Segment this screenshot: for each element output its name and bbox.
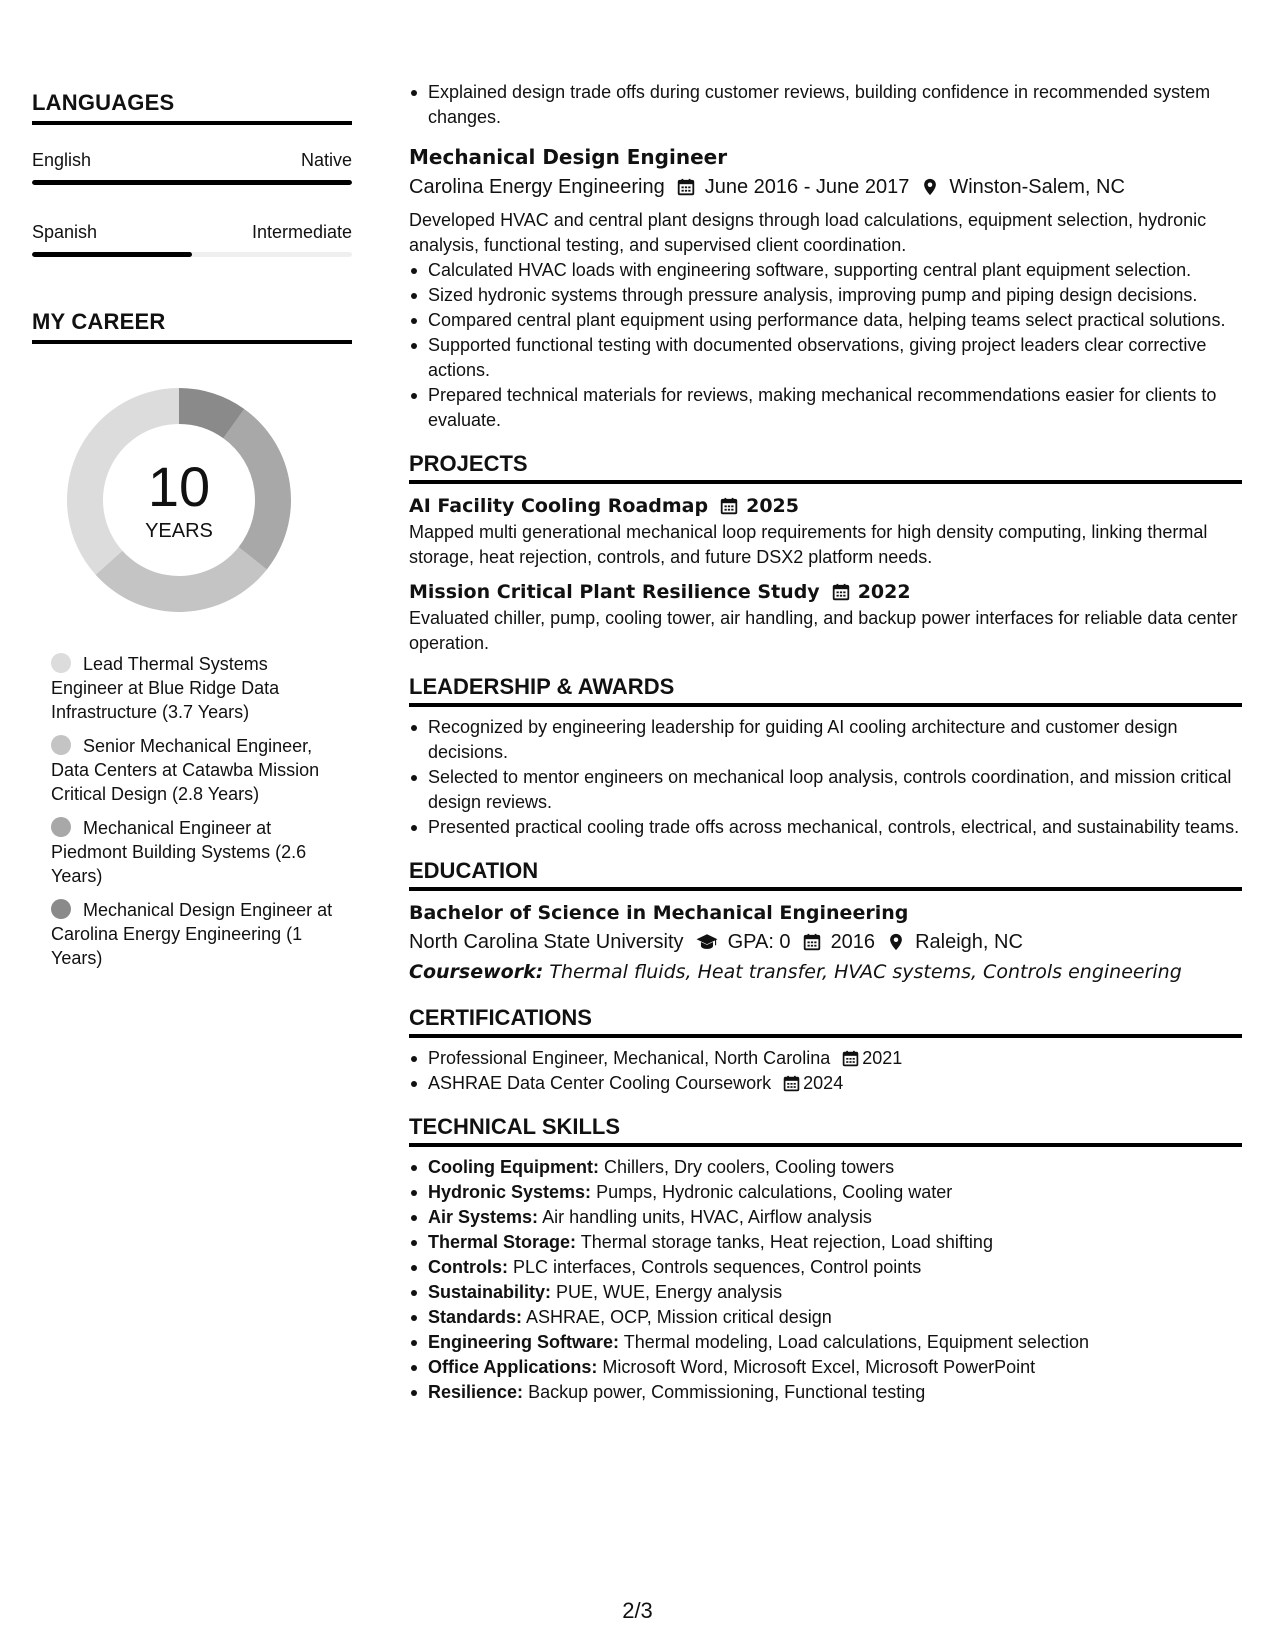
skills-list	[409, 1155, 1242, 1405]
calendar-icon	[803, 933, 821, 951]
previous-job-bullets	[409, 80, 1242, 130]
education-year: 2016	[830, 931, 876, 953]
language-proficiency-bar	[32, 180, 352, 185]
skill-values: PLC interfaces, Controls sequences, Control points	[513, 1257, 922, 1277]
skill-item	[409, 1180, 1242, 1205]
bullet-item: Calculated HVAC loads with engineering software, supporting central plant equipment selection.	[409, 258, 1242, 283]
legend-label: Senior Mechanical Engineer, Data Centers at Catawba Mission Critical Design (2.8 Years)	[51, 736, 320, 804]
skill-values: Thermal modeling, Load calculations, Equipment selection	[623, 1332, 1089, 1352]
language-proficiency-fill	[32, 252, 192, 257]
legend-swatch	[51, 817, 71, 837]
career-total-years: 10	[147, 455, 211, 518]
skill-category: Office Applications:	[428, 1357, 598, 1377]
bullet-item: Compared central plant equipment using performance data, helping teams select practical solutions.	[409, 308, 1242, 333]
job-dates: June 2016 - June 2017	[704, 176, 910, 198]
languages-list	[32, 149, 352, 257]
map-pin-icon	[887, 933, 905, 951]
skill-values: Pumps, Hydronic calculations, Cooling water	[596, 1182, 953, 1202]
language-item	[32, 149, 352, 185]
project-year: 2022	[857, 581, 911, 603]
skill-item	[409, 1205, 1242, 1230]
certification-item	[409, 1046, 1242, 1071]
skill-category: Standards:	[428, 1307, 523, 1327]
bullet-item: Prepared technical materials for reviews, making mechanical recommendations easier for clients to evaluate.	[409, 383, 1242, 433]
calendar-icon	[677, 178, 695, 196]
job-summary: Developed HVAC and central plant designs through load calculations, equipment selection, hydronic analysis, functional testing, and supervised client coordination.	[409, 210, 1207, 255]
language-level: Native	[300, 150, 352, 170]
skill-values: PUE, WUE, Energy analysis	[556, 1282, 783, 1302]
education-gpa: GPA: 0	[727, 931, 791, 953]
career-legend-item	[51, 652, 341, 724]
project-title: Mission Critical Plant Resilience Study	[409, 581, 820, 603]
legend-swatch	[51, 735, 71, 755]
leadership-heading: LEADERSHIP & AWARDS	[409, 674, 1242, 707]
calendar-icon	[720, 497, 738, 515]
legend-swatch	[51, 899, 71, 919]
bullet-item: Selected to mentor engineers on mechanical loop analysis, controls coordination, and mission critical design reviews.	[409, 765, 1242, 815]
calendar-icon	[783, 1075, 800, 1092]
education-heading: EDUCATION	[409, 858, 1242, 891]
skill-category: Cooling Equipment:	[428, 1157, 599, 1177]
project-year: 2025	[746, 495, 799, 517]
skill-item	[409, 1380, 1242, 1405]
career-total-unit: YEARS	[145, 520, 213, 542]
career-legend-item	[51, 816, 341, 888]
skill-values: ASHRAE, OCP, Mission critical design	[526, 1307, 832, 1327]
job-bullets	[409, 258, 1242, 433]
job-title: Mechanical Design Engineer	[409, 145, 728, 169]
skill-category: Resilience:	[428, 1382, 524, 1402]
project-description: Mapped multi generational mechanical loop requirements for high density computing, linking thermal storage, heat rejection, controls, and future DSX2 platform needs.	[409, 522, 1208, 567]
certification-year: 2024	[803, 1073, 844, 1093]
career-legend-item	[51, 898, 341, 970]
career-legend-item	[51, 734, 341, 806]
skill-item	[409, 1255, 1242, 1280]
language-proficiency-fill	[32, 180, 352, 185]
skill-item	[409, 1305, 1242, 1330]
graduation-cap-icon	[696, 933, 718, 951]
bullet-item: Sized hydronic systems through pressure analysis, improving pump and piping design decisions.	[409, 283, 1242, 308]
map-pin-icon	[921, 178, 939, 196]
language-item	[32, 221, 352, 257]
education-location: Raleigh, NC	[915, 931, 1023, 953]
legend-label: Lead Thermal Systems Engineer at Blue Ridge Data Infrastructure (3.7 Years)	[51, 654, 280, 722]
calendar-icon	[842, 1050, 859, 1067]
skill-values: Thermal storage tanks, Heat rejection, Load shifting	[580, 1232, 993, 1252]
skill-item	[409, 1280, 1242, 1305]
certification-year: 2021	[862, 1048, 903, 1068]
career-legend	[32, 652, 352, 970]
language-level: Intermediate	[251, 222, 352, 242]
project-description: Evaluated chiller, pump, cooling tower, air handling, and backup power interfaces for reliable data center operation.	[409, 608, 1238, 653]
language-name: English	[32, 150, 92, 170]
donut-center-label	[65, 386, 293, 614]
certification-item	[409, 1071, 1242, 1096]
skill-values: Chillers, Dry coolers, Cooling towers	[604, 1157, 895, 1177]
bullet-item: Supported functional testing with documented observations, giving project leaders clear corrective actions.	[409, 333, 1242, 383]
skill-category: Air Systems:	[428, 1207, 539, 1227]
skill-values: Microsoft Word, Microsoft Excel, Microsoft PowerPoint	[602, 1357, 1036, 1377]
language-proficiency-bar	[32, 252, 352, 257]
languages-heading: LANGUAGES	[32, 90, 352, 125]
legend-swatch	[51, 653, 71, 673]
certifications-heading: CERTIFICATIONS	[409, 1005, 1242, 1038]
language-name: Spanish	[32, 222, 98, 242]
education-school: North Carolina State University	[409, 931, 684, 953]
job-location: Winston-Salem, NC	[949, 176, 1125, 198]
calendar-icon	[832, 583, 850, 601]
projects-heading: PROJECTS	[409, 451, 1242, 484]
project-item	[409, 578, 1242, 656]
certification-name: Professional Engineer, Mechanical, North Carolina	[428, 1048, 831, 1068]
job-company: Carolina Energy Engineering	[409, 176, 665, 198]
skill-item	[409, 1330, 1242, 1355]
legend-label: Mechanical Design Engineer at Carolina Energy Engineering (1 Years)	[51, 900, 333, 968]
skill-item	[409, 1230, 1242, 1255]
certification-name: ASHRAE Data Center Cooling Coursework	[428, 1073, 772, 1093]
skills-heading: TECHNICAL SKILLS	[409, 1114, 1242, 1147]
education-coursework	[409, 957, 1242, 987]
project-title: AI Facility Cooling Roadmap	[409, 495, 709, 517]
skill-category: Controls:	[428, 1257, 508, 1277]
skill-category: Hydronic Systems:	[428, 1182, 592, 1202]
skill-item	[409, 1355, 1242, 1380]
certifications-list	[409, 1046, 1242, 1096]
project-item	[409, 492, 1242, 570]
career-heading: MY CAREER	[32, 309, 352, 344]
job-meta	[409, 172, 1242, 202]
skill-values: Air handling units, HVAC, Airflow analysis	[542, 1207, 872, 1227]
skill-values: Backup power, Commissioning, Functional testing	[528, 1382, 926, 1402]
right-column	[409, 80, 1242, 1405]
skill-category: Sustainability:	[428, 1282, 552, 1302]
education-meta	[409, 927, 1242, 957]
skill-category: Thermal Storage:	[428, 1232, 577, 1252]
left-column	[32, 90, 352, 980]
coursework-label: Coursework:	[409, 961, 544, 983]
legend-label: Mechanical Engineer at Piedmont Building Systems (2.6 Years)	[51, 818, 307, 886]
skill-item	[409, 1155, 1242, 1180]
leadership-list	[409, 715, 1242, 840]
bullet-item: Explained design trade offs during customer reviews, building confidence in recommended system changes.	[409, 80, 1242, 130]
bullet-item: Presented practical cooling trade offs across mechanical, controls, electrical, and sustainability teams.	[409, 815, 1242, 840]
page-number: 2/3	[622, 1598, 653, 1623]
career-donut-chart	[65, 386, 293, 614]
coursework-list: Thermal fluids, Heat transfer, HVAC systems, Controls engineering	[549, 961, 1182, 983]
skill-category: Engineering Software:	[428, 1332, 620, 1352]
education-degree: Bachelor of Science in Mechanical Engineering	[409, 902, 909, 924]
bullet-item: Recognized by engineering leadership for guiding AI cooling architecture and customer design decisions.	[409, 715, 1242, 765]
